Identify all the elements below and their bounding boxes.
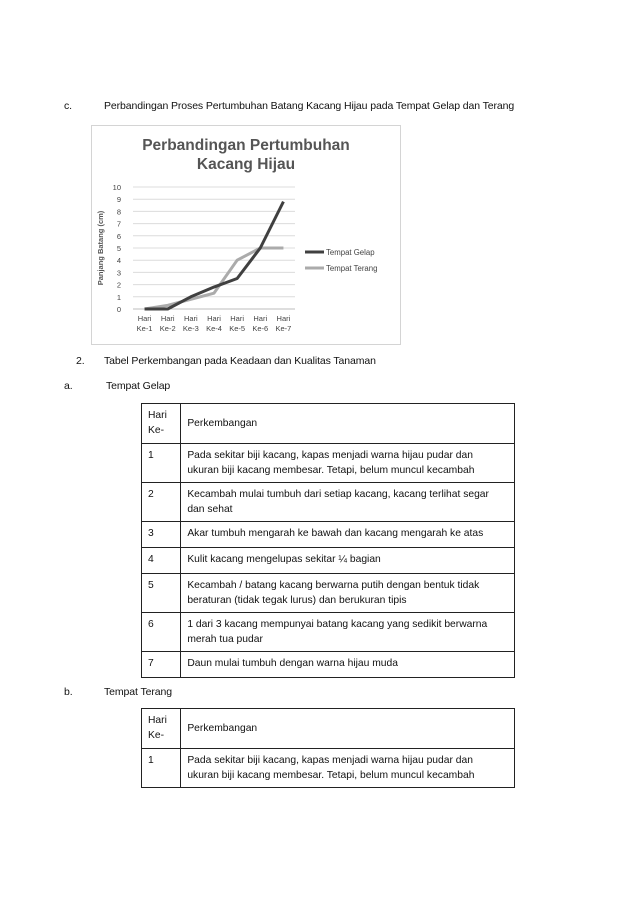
header-day-cell bbox=[142, 404, 181, 444]
x-tick-label: Ke-3 bbox=[182, 324, 199, 333]
x-tick-label: Ke-5 bbox=[229, 324, 246, 333]
day-cell: 5 bbox=[142, 574, 181, 613]
x-tick-label: Hari bbox=[183, 314, 198, 323]
legend-label: Tempat Gelap bbox=[326, 248, 375, 257]
legend-label: Tempat Terang bbox=[326, 264, 378, 273]
growth-chart bbox=[91, 125, 401, 345]
y-tick-label: 10 bbox=[112, 183, 121, 192]
table-tempat-gelap bbox=[141, 403, 515, 678]
section-c-heading: Perbandingan Proses Pertumbuhan Batang Kacang Hijau pada Tempat Gelap dan Terang bbox=[104, 100, 515, 112]
header-day-line-2: Ke- bbox=[148, 425, 165, 436]
chart-plot-area bbox=[92, 126, 400, 344]
table-header-row bbox=[142, 709, 515, 749]
x-tick-label: Hari bbox=[276, 314, 291, 323]
description-line-1: Kecambah mulai tumbuh dari setiap kacang, kacang terlihat segar bbox=[187, 489, 489, 500]
x-tick-label: Hari bbox=[137, 314, 152, 323]
y-tick-label: 8 bbox=[116, 207, 121, 217]
chart-title-line-1: Perbandingan Pertumbuhan bbox=[142, 137, 350, 154]
header-desc-label: Perkembangan bbox=[187, 723, 258, 734]
description-line-1: Daun mulai tumbuh dengan warna hijau muda bbox=[187, 658, 398, 669]
day-cell: 3 bbox=[142, 522, 181, 548]
y-tick-label: 4 bbox=[116, 256, 121, 266]
table-row bbox=[142, 548, 515, 574]
y-tick-label: 0 bbox=[116, 305, 121, 314]
y-axis-label: Panjang Batang (cm) bbox=[96, 210, 105, 286]
description-line-1: Kecambah / batang kacang berwarna putih dengan bentuk tidak bbox=[187, 580, 480, 591]
table-tempat-terang bbox=[141, 708, 515, 788]
section-a-marker: a. bbox=[64, 380, 73, 392]
description-line-1: Pada sekitar biji kacang, kapas menjadi warna hijau pudar dan bbox=[187, 450, 473, 461]
description-line-2: ukuran biji kacang membesar. Tetapi, belum muncul kecambah bbox=[187, 465, 475, 476]
y-tick-label: 1 bbox=[116, 292, 121, 302]
description-line-2: ukuran biji kacang membesar. Tetapi, belum muncul kecambah bbox=[187, 770, 475, 781]
description-cell bbox=[181, 574, 515, 613]
header-day-line-2: Ke- bbox=[148, 730, 165, 741]
section-b-heading: Tempat Terang bbox=[104, 686, 172, 698]
description-cell bbox=[181, 483, 515, 522]
description-line-2: dan sehat bbox=[187, 504, 233, 515]
table-row bbox=[142, 613, 515, 652]
x-tick-label: Ke-6 bbox=[252, 324, 269, 333]
table-row bbox=[142, 652, 515, 678]
day-cell: 2 bbox=[142, 483, 181, 522]
x-tick-label: Ke-2 bbox=[159, 324, 176, 333]
day-cell: 1 bbox=[142, 444, 181, 483]
header-desc-label: Perkembangan bbox=[187, 418, 258, 429]
x-tick-label: Ke-7 bbox=[275, 324, 292, 333]
description-cell bbox=[181, 613, 515, 652]
section-2-marker: 2. bbox=[76, 355, 85, 367]
header-desc-cell bbox=[181, 709, 515, 749]
description-line-1: Pada sekitar biji kacang, kapas menjadi warna hijau pudar dan bbox=[187, 755, 473, 766]
x-tick-label: Hari bbox=[253, 314, 268, 323]
section-a-heading: Tempat Gelap bbox=[106, 380, 171, 392]
description-line-2: merah tua pudar bbox=[187, 634, 263, 645]
day-cell: 1 bbox=[142, 749, 181, 788]
table-row bbox=[142, 483, 515, 522]
description-line-1: Kulit kacang mengelupas sekitar ¼ bagian bbox=[187, 554, 381, 565]
table-row bbox=[142, 749, 515, 788]
description-cell bbox=[181, 652, 515, 678]
section-b-marker: b. bbox=[64, 686, 73, 698]
table-row bbox=[142, 522, 515, 548]
y-tick-label: 2 bbox=[116, 280, 121, 290]
table-header-row bbox=[142, 404, 515, 444]
day-cell: 7 bbox=[142, 652, 181, 678]
header-day-line-1: Hari bbox=[148, 410, 167, 421]
y-tick-label: 7 bbox=[116, 219, 121, 229]
description-cell bbox=[181, 749, 515, 788]
x-tick-label: Ke-4 bbox=[206, 324, 222, 333]
description-line-1: Akar tumbuh mengarah ke bawah dan kacang mengarah ke atas bbox=[187, 528, 484, 539]
y-tick-label: 6 bbox=[116, 231, 121, 241]
header-day-line-1: Hari bbox=[148, 715, 167, 726]
description-cell bbox=[181, 444, 515, 483]
x-tick-label: Hari bbox=[160, 314, 175, 323]
x-tick-label: Hari bbox=[207, 314, 221, 323]
table-row bbox=[142, 444, 515, 483]
series-line-tempat-terang bbox=[145, 248, 284, 309]
section-2-heading: Tabel Perkembangan pada Keadaan dan Kualitas Tanaman bbox=[104, 355, 376, 367]
y-tick-label: 9 bbox=[116, 195, 121, 205]
description-line-2: beraturan (tidak tegak lurus) dan berukuran tipis bbox=[187, 595, 407, 606]
description-line-1: 1 dari 3 kacang mempunyai batang kacang yang sedikit berwarna bbox=[187, 619, 488, 630]
y-tick-label: 3 bbox=[116, 268, 121, 278]
day-cell: 4 bbox=[142, 548, 181, 574]
x-tick-label: Hari bbox=[230, 314, 245, 323]
description-cell bbox=[181, 522, 515, 548]
description-cell bbox=[181, 548, 515, 574]
header-desc-cell bbox=[181, 404, 515, 444]
table-row bbox=[142, 574, 515, 613]
x-tick-label: Ke-1 bbox=[136, 324, 153, 333]
day-cell: 6 bbox=[142, 613, 181, 652]
y-tick-label: 5 bbox=[116, 244, 121, 253]
section-c-marker: c. bbox=[64, 100, 72, 112]
header-day-cell bbox=[142, 709, 181, 749]
chart-title-line-2: Kacang Hijau bbox=[196, 156, 296, 173]
